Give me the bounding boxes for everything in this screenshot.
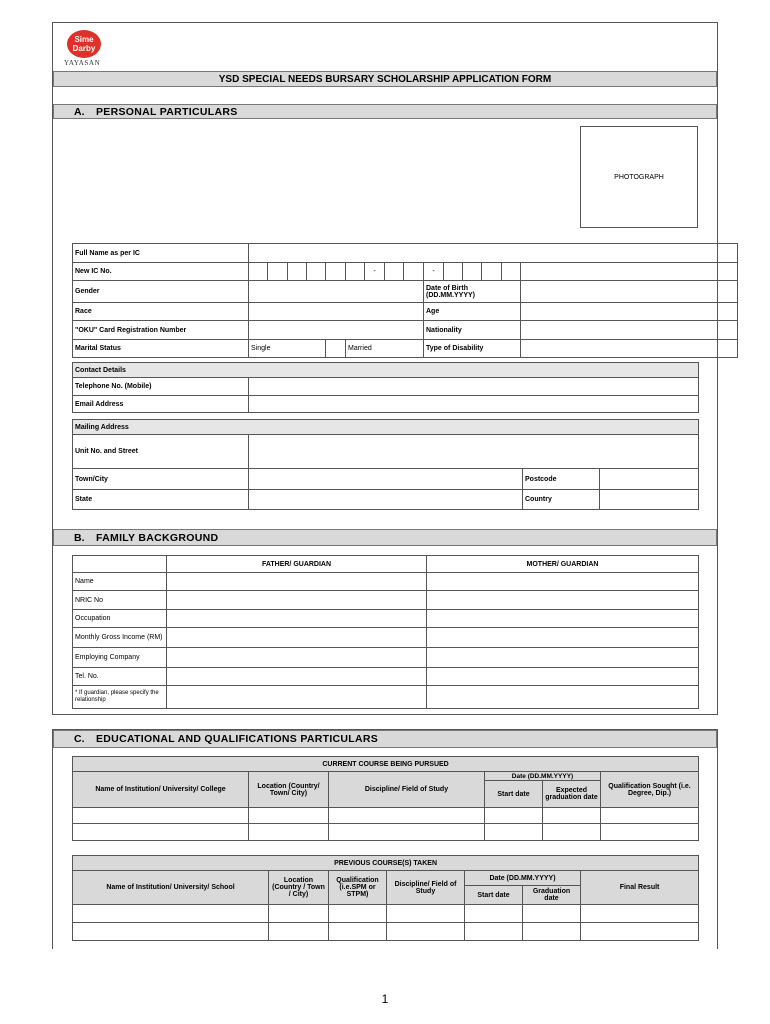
previous-course-cell[interactable]: [387, 923, 465, 941]
ic-digit-box[interactable]: [288, 263, 307, 281]
current-start-date-header: Start date: [485, 781, 543, 808]
family-background-table: [72, 555, 699, 709]
family-row-label: * If guardian, please specify the relationship: [73, 686, 167, 709]
sime-darby-logo: [64, 30, 104, 66]
previous-institution-header: Name of Institution/ University/ School: [73, 871, 269, 905]
family-row-label: Monthly Gross Income (RM): [73, 628, 167, 648]
previous-courses-table: [72, 855, 699, 941]
state-input[interactable]: [249, 490, 523, 510]
nationality-input[interactable]: [521, 321, 738, 340]
form-title: YSD SPECIAL NEEDS BURSARY SCHOLARSHIP APPLICATION FORM: [53, 71, 717, 87]
ic-digit-box[interactable]: [326, 263, 346, 281]
previous-graduation-date-header: Graduation date: [523, 886, 581, 905]
father-name-input[interactable]: [167, 573, 427, 591]
current-course-cell[interactable]: [249, 824, 329, 841]
current-course-cell[interactable]: [543, 824, 601, 841]
mother-guardian-header: MOTHER/ GUARDIAN: [427, 556, 699, 573]
father-occupation-input[interactable]: [167, 610, 427, 628]
father-relationship-input[interactable]: [167, 686, 427, 709]
previous-result-header: Final Result: [581, 871, 699, 905]
father-nric-input[interactable]: [167, 591, 427, 610]
ic-digit-box[interactable]: [249, 263, 268, 281]
previous-start-date-header: Start date: [465, 886, 523, 905]
gender-label: Gender: [73, 281, 249, 303]
mother-name-input[interactable]: [427, 573, 699, 591]
ic-separator: -: [424, 263, 444, 281]
page-number: 1: [381, 992, 389, 1006]
unit-street-input[interactable]: [249, 435, 699, 469]
current-date-header: Date (DD.MM.YYYY): [485, 772, 601, 781]
section-b-header: B. FAMILY BACKGROUND: [53, 529, 717, 546]
email-input[interactable]: [249, 396, 699, 413]
new-ic-label: New IC No.: [73, 263, 249, 281]
previous-course-cell[interactable]: [523, 923, 581, 941]
postcode-input[interactable]: [600, 469, 699, 490]
current-course-cell[interactable]: [601, 824, 699, 841]
dob-label: Date of Birth (DD.MM.YYYY): [424, 281, 521, 303]
gender-input[interactable]: [249, 281, 424, 303]
ic-digit-box[interactable]: [482, 263, 502, 281]
previous-location-header: Location (Country / Town / City): [269, 871, 329, 905]
current-course-cell[interactable]: [485, 824, 543, 841]
current-course-cell[interactable]: [329, 824, 485, 841]
current-course-cell[interactable]: [249, 808, 329, 824]
ic-digit-box[interactable]: [385, 263, 404, 281]
disability-input[interactable]: [521, 340, 738, 358]
previous-course-header: PREVIOUS COURSE(S) TAKEN: [73, 856, 699, 871]
family-row-label: Tel. No.: [73, 668, 167, 686]
current-course-cell[interactable]: [73, 808, 249, 824]
unit-street-label: Unit No. and Street: [73, 435, 249, 469]
contact-details-header: Contact Details: [73, 363, 699, 378]
single-checkbox[interactable]: [326, 340, 346, 358]
current-course-cell[interactable]: [329, 808, 485, 824]
previous-course-cell[interactable]: [329, 905, 387, 923]
section-a-header: A. PERSONAL PARTICULARS: [53, 104, 717, 119]
previous-course-cell[interactable]: [465, 905, 523, 923]
family-row-label: Occupation: [73, 610, 167, 628]
mother-relationship-input[interactable]: [427, 686, 699, 709]
race-label: Race: [73, 303, 249, 321]
current-qualification-header: Qualification Sought (i.e. Degree, Dip.): [601, 772, 699, 808]
full-name-label: Full Name as per IC: [73, 244, 249, 263]
previous-date-header: Date (DD.MM.YYYY): [465, 871, 581, 886]
father-guardian-header: FATHER/ GUARDIAN: [167, 556, 427, 573]
photograph-box[interactable]: PHOTOGRAPH: [580, 126, 698, 228]
town-city-label: Town/City: [73, 469, 249, 490]
single-option[interactable]: Single: [249, 340, 326, 358]
previous-discipline-header: Discipline/ Field of Study: [387, 871, 465, 905]
previous-course-cell[interactable]: [269, 923, 329, 941]
family-row-label: Employing Company: [73, 648, 167, 668]
current-course-cell[interactable]: [543, 808, 601, 824]
family-corner-cell: [73, 556, 167, 573]
ic-digit-box[interactable]: [444, 263, 463, 281]
ic-digit-box[interactable]: [502, 263, 521, 281]
current-course-cell[interactable]: [485, 808, 543, 824]
current-institution-header: Name of Institution/ University/ College: [73, 772, 249, 808]
personal-particulars-table: [72, 243, 738, 358]
ic-digit-box[interactable]: [307, 263, 326, 281]
previous-course-cell[interactable]: [269, 905, 329, 923]
ic-digit-box[interactable]: [268, 263, 288, 281]
country-label: Country: [523, 490, 600, 510]
race-input[interactable]: [249, 303, 424, 321]
previous-course-cell[interactable]: [387, 905, 465, 923]
age-input[interactable]: [521, 303, 738, 321]
previous-course-cell[interactable]: [465, 923, 523, 941]
family-row-label: NRIC No: [73, 591, 167, 610]
father-company-input[interactable]: [167, 648, 427, 668]
father-income-input[interactable]: [167, 628, 427, 648]
oku-input[interactable]: [249, 321, 424, 340]
disability-label: Type of Disability: [424, 340, 521, 358]
current-course-table: [72, 756, 699, 841]
logo-subtext: YAYASAN: [64, 59, 101, 67]
ic-digit-box[interactable]: [346, 263, 365, 281]
ic-digit-box[interactable]: [463, 263, 482, 281]
telephone-label: Telephone No. (Mobile): [73, 378, 249, 396]
logo-mark: Sime Darby: [67, 30, 101, 58]
mother-tel-input[interactable]: [427, 668, 699, 686]
current-discipline-header: Discipline/ Field of Study: [329, 772, 485, 808]
current-location-header: Location (Country/ Town/ City): [249, 772, 329, 808]
contact-details-table: [72, 362, 699, 413]
previous-course-cell[interactable]: [581, 905, 699, 923]
oku-label: "OKU" Card Registration Number: [73, 321, 249, 340]
ic-remainder: [521, 263, 738, 281]
section-c-header: C. EDUCATIONAL AND QUALIFICATIONS PARTICULARS: [53, 730, 717, 748]
previous-qualification-header: Qualification (i.e.SPM or STPM): [329, 871, 387, 905]
telephone-input[interactable]: [249, 378, 699, 396]
mother-company-input[interactable]: [427, 648, 699, 668]
marital-status-label: Marital Status: [73, 340, 249, 358]
ic-digit-box[interactable]: [404, 263, 424, 281]
state-label: State: [73, 490, 249, 510]
postcode-label: Postcode: [523, 469, 600, 490]
current-course-cell[interactable]: [73, 824, 249, 841]
current-course-header: CURRENT COURSE BEING PURSUED: [73, 757, 699, 772]
email-label: Email Address: [73, 396, 249, 413]
ic-separator: -: [365, 263, 385, 281]
age-label: Age: [424, 303, 521, 321]
previous-course-cell[interactable]: [73, 905, 269, 923]
previous-course-cell[interactable]: [523, 905, 581, 923]
mother-occupation-input[interactable]: [427, 610, 699, 628]
mother-income-input[interactable]: [427, 628, 699, 648]
mother-nric-input[interactable]: [427, 591, 699, 610]
town-city-input[interactable]: [249, 469, 523, 490]
married-option[interactable]: Married: [346, 340, 424, 358]
full-name-input[interactable]: [249, 244, 738, 263]
mailing-address-table: [72, 419, 699, 510]
current-course-cell[interactable]: [601, 808, 699, 824]
mailing-address-header: Mailing Address: [73, 420, 699, 435]
country-input[interactable]: [600, 490, 699, 510]
family-row-label: Name: [73, 573, 167, 591]
dob-input[interactable]: [521, 281, 738, 303]
previous-course-cell[interactable]: [329, 923, 387, 941]
previous-course-cell[interactable]: [73, 923, 269, 941]
current-expected-graduation-header: Expected graduation date: [543, 781, 601, 808]
previous-course-cell[interactable]: [581, 923, 699, 941]
nationality-label: Nationality: [424, 321, 521, 340]
father-tel-input[interactable]: [167, 668, 427, 686]
